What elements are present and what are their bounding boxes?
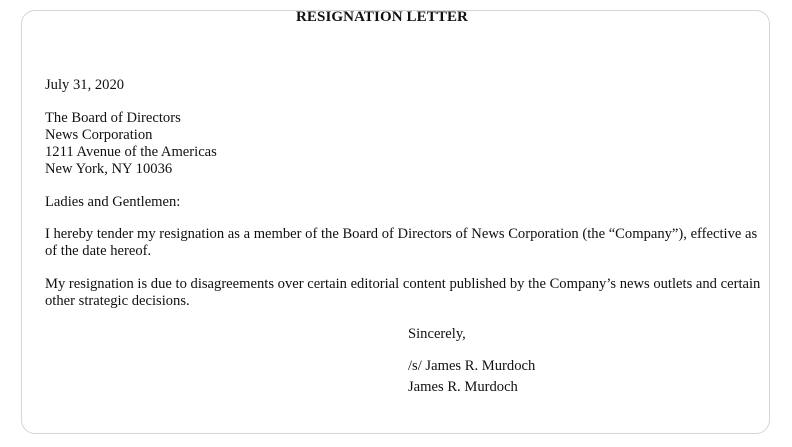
letter-title: RESIGNATION LETTER (296, 9, 468, 25)
letter-date: July 31, 2020 (45, 77, 125, 93)
recipient-line-4: New York, NY 10036 (45, 161, 173, 177)
signature: /s/ James R. Murdoch (408, 358, 536, 374)
recipient-line-2: News Corporation (45, 127, 153, 143)
signer-name: James R. Murdoch (408, 379, 518, 395)
paragraph-1: I hereby tender my resignation as a member of the Board of Directors of News Corporation (the “Company”), effective as of the date hereof. (45, 226, 758, 259)
recipient-line-3: 1211 Avenue of the Americas (45, 144, 217, 160)
paragraph-2: My resignation is due to disagreements over certain editorial content published by the Company’s news outlets and certain other strategic decisions. (45, 276, 761, 309)
closing: Sincerely, (408, 326, 466, 342)
recipient-line-1: The Board of Directors (45, 110, 181, 126)
letter-card (21, 10, 770, 434)
salutation: Ladies and Gentlemen: (45, 194, 181, 210)
